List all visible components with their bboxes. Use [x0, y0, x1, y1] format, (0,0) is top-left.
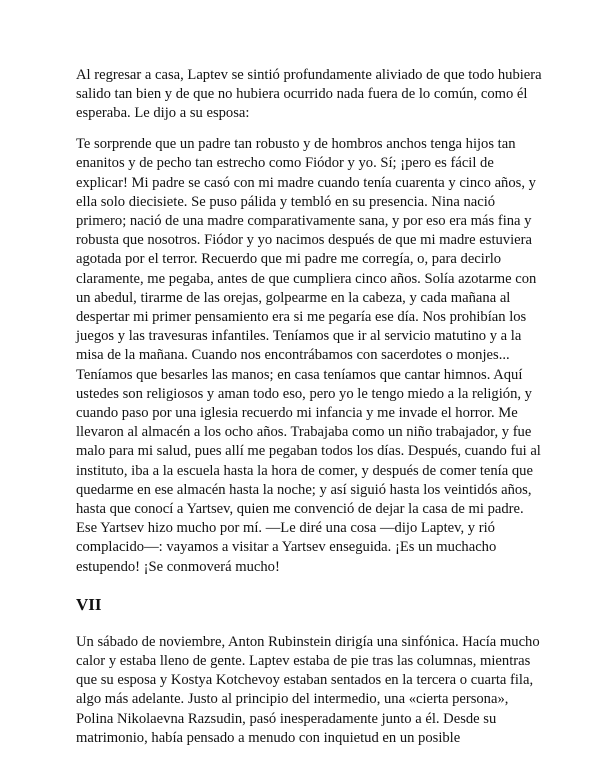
paragraph-symphony: Un sábado de noviembre, Anton Rubinstein dirigía una sinfónica. Hacía mucho calor y estaba lleno de gente. Laptev estaba de pie tras las columnas, mientras que su esposa y Kostya Kotchevoy estaban sentados en la tercera o cuarta fila, algo más adelante. Justo al principio del intermedio, una «cierta persona», Polina Nikolaevna Razsudin, pasó inesperadamente junto a él. Desde su matrimonio, había pensado a menudo con inquietud en un posible: [76, 633, 540, 746]
section-heading: VII: [76, 594, 102, 614]
paragraph-return-home: Al regresar a casa, Laptev se sintió profundamente aliviado de que todo hubiera salido tan bien y de que no hubiera ocurrido nada fuera de lo común, como él esperaba. Le dijo a su esposa:: [76, 67, 542, 122]
paragraph-laptev-speech: Te sorprende que un padre tan robusto y de hombros anchos tenga hijos tan enanitos y de pecho tan estrecho como Fiódor y yo. Sí; ¡pero es fácil de explicar! Mi padre se casó con mi madre cuando tenía cuarenta y cinco años, y ella solo diecisiete. Se puso pálida y tembló en su presencia. Nina nació primero; nació de una madre comparativamente sana, y por eso era más fina y robusta que nosotros. Fiódor y yo nacimos después de que mi madre estuviera agotada por el terror. Recuerdo que mi padre me corregía, o, para decirlo claramente, me pegaba, antes de que cumpliera cinco años. Solía azotarme con un abedul, tirarme de las orejas, golpearme en la cabeza, y cada mañana al despertar mi primer pensamiento era si me pegaría ese día. Nos prohibían los juegos y las travesuras infantiles. Teníamos que ir al servicio matutino y a la misa de la mañana. Cuando nos encontrábamos con sacerdotes o monjes... Teníamos que besarles las manos; en casa teníamos que cantar himnos. Aquí ustedes son religiosos y aman todo eso, pero yo le tengo miedo a la religión, y cuando paso por una iglesia recuerdo mi infancia y me invade el horror. Me llevaron al almacén a los ocho años. Trabajaba como un niño trabajador, y fue malo para mi salud, pues allí me pegaban todos los días. Después, cuando fui al instituto, iba a la escuela hasta la hora de comer, y después de comer tenía que quedarme en ese almacén hasta la noche; y así siguió hasta los veintidós años, hasta que conocí a Yartsev, quien me convenció de dejar la casa de mi padre. Ese Yartsev hizo mucho por mí. —Le diré una cosa —dijo Laptev, y rió complacido—: vayamos a visitar a Yartsev enseguida. ¡Es un muchacho estupendo! ¡Se conmoverá mucho!: [76, 136, 541, 575]
